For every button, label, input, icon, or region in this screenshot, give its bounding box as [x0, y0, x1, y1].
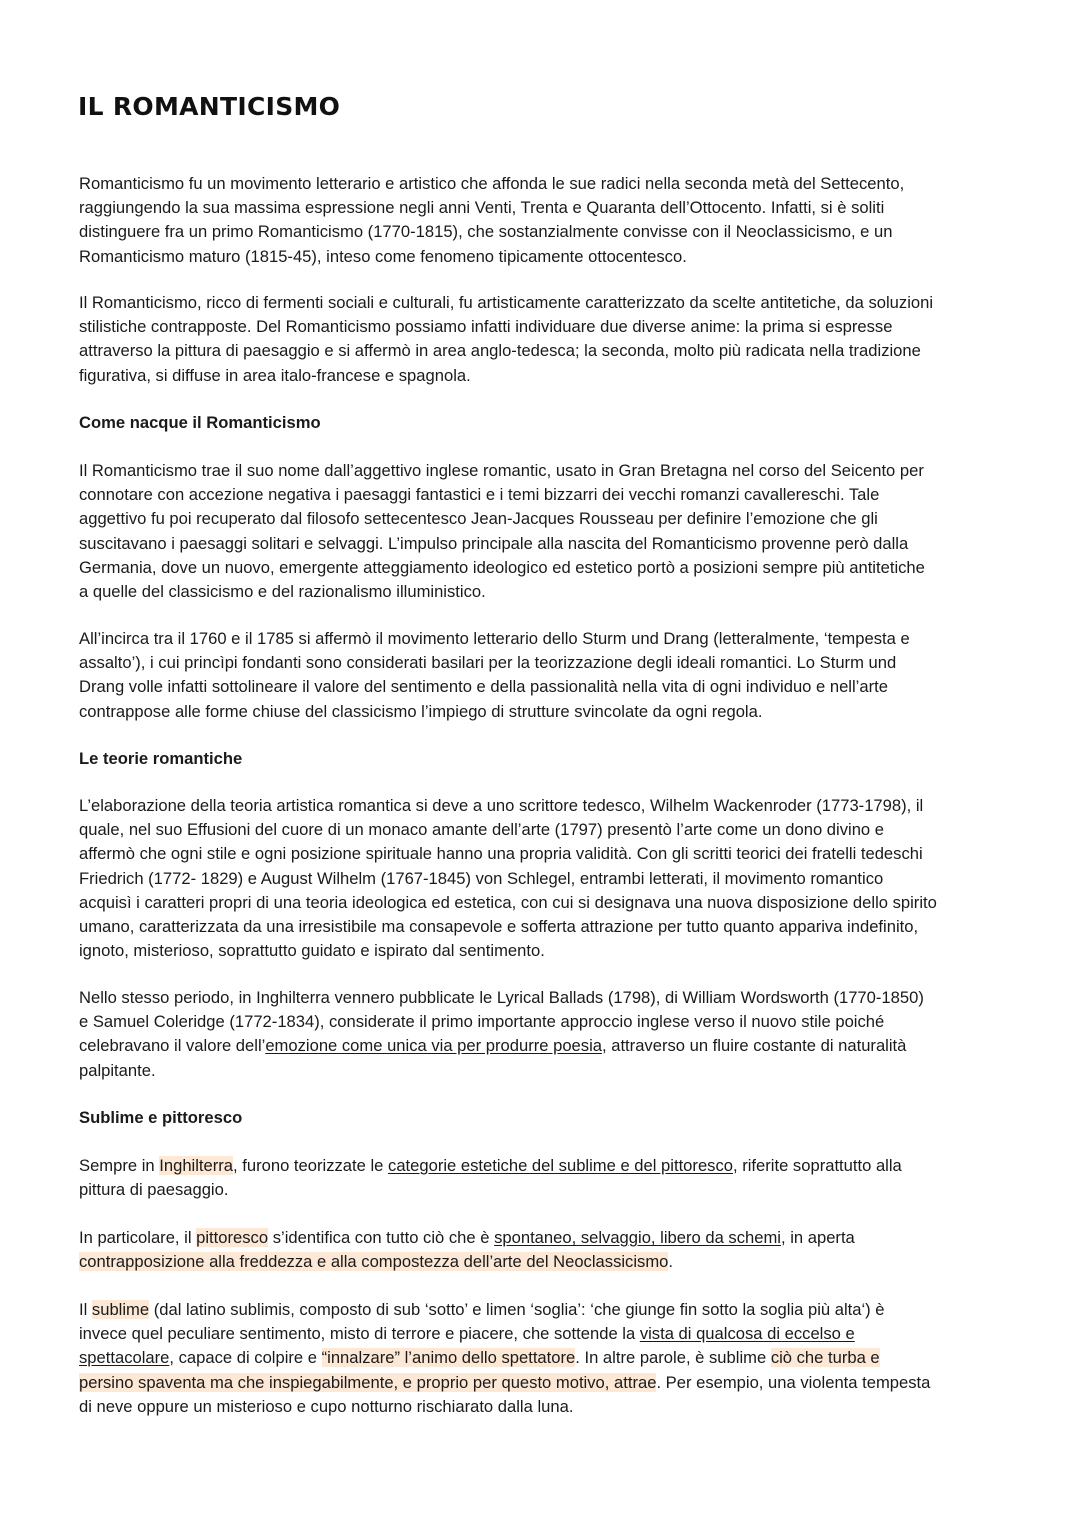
section-heading-theories: Le teorie romantiche: [79, 749, 243, 768]
text-line: [79, 1154, 1024, 1178]
text-line: quale, nel suo Effusioni del cuore di un monaco amante dell’arte (1797) presentò l’arte come un dono divino e: [79, 820, 884, 840]
text-line: e Samuel Coleridge (1772-1834), considerate il primo importante approccio inglese verso il nuovo stile poiché: [79, 1012, 885, 1032]
text-line: Romanticismo maturo (1815-45), inteso come fenomeno tipicamente ottocentesco.: [79, 246, 687, 266]
text-line: raggiungendo la sua massima espressione negli anni Venti, Trenta e Quaranta dell’Ottocento. Infatti, si è soliti: [79, 198, 885, 218]
highlighted-text: Inghilterra: [159, 1156, 234, 1175]
text-line: palpitante.: [79, 1060, 156, 1080]
highlighted-text: “innalzare” l’animo dello spettatore: [321, 1348, 576, 1368]
text-line: attraverso la pittura di paesaggio e si affermò in area anglo-tedesca; la seconda, molto più radicata nella tradizione: [79, 341, 921, 361]
text-line: connotare con accezione negativa i paesaggi fantastici e i temi bizzarri dei vecchi romanzi cavallereschi. Tale: [79, 485, 880, 505]
paragraph-two-souls: [79, 291, 1024, 388]
text-line: [79, 1322, 1024, 1346]
text-line: acquisì i caratteri propri di una teoria ideologica ed estetica, con cui si designava una nuova disposizione dello spirito: [79, 892, 937, 912]
text-run: , riferite soprattutto alla: [733, 1156, 902, 1175]
text-line: pittura di paesaggio.: [79, 1180, 229, 1200]
paragraph-sturm-und-drang: [79, 627, 1024, 724]
text-line: suscitavano i paesaggi solitari e selvaggi. L’impulso principale alla nascita del Romanticismo provenne però dalla: [79, 533, 909, 553]
text-run: .: [668, 1252, 674, 1272]
text-run: Il: [79, 1300, 92, 1319]
text-line: [79, 1346, 1024, 1370]
paragraph-lyrical-ballads: [79, 986, 1024, 1083]
text-line: Il Romanticismo, ricco di fermenti sociali e culturali, fu artisticamente caratterizzato da scelte antitetiche, da soluzioni: [79, 293, 934, 312]
paragraph-sublime: [79, 1298, 1024, 1419]
underlined-text: emozione come unica via per produrre poesia: [265, 1036, 602, 1056]
text-line: figurativa, si diffuse in area italo-francese e spagnola.: [79, 365, 471, 385]
text-line: L’elaborazione della teoria artistica romantica si deve a uno scrittore tedesco, Wilhelm Wackenroder (1773-1798), il: [79, 796, 924, 815]
text-run: . In altre parole, è sublime: [575, 1348, 771, 1368]
page-title: IL ROMANTICISMO: [78, 92, 341, 121]
text-line: Il Romanticismo trae il suo nome dall’aggettivo inglese romantic, usato in Gran Bretagna nel corso del Seicento per: [79, 461, 924, 480]
text-run: , furono teorizzate le: [233, 1156, 389, 1175]
text-run: , in aperta: [780, 1228, 855, 1247]
text-line: assalto’), i cui princìpi fondanti sono considerati basilari per la teorizzazione degli ideali romantici. Lo Sturm und: [79, 653, 897, 673]
text-line: contrappose alle forme chiuse del classicismo l’impiego di strutture svincolate da ogni regola.: [79, 701, 763, 721]
text-run: (dal latino sublimis, composto di sub ‘sotto’ e limen ‘soglia’: ‘che giunge fin sotto la soglia più alta‘) è: [149, 1300, 885, 1319]
text-line: distinguere fra un primo Romanticismo (1770-1815), che sostanzialmente convisse con il Neoclassicismo, e un: [79, 222, 893, 242]
text-line: a quelle del classicismo e del razionalismo illuministico.: [79, 582, 486, 602]
paragraph-intro: [79, 172, 1024, 269]
section-heading-origins: Come nacque il Romanticismo: [79, 413, 321, 432]
text-line: All’incirca tra il 1760 e il 1785 si affermò il movimento letterario dello Sturm und Drang (letteralmente, ‘tempesta e: [79, 629, 910, 648]
underlined-text: vista di qualcosa di eccelso e: [639, 1324, 855, 1344]
underlined-text: spettacolare: [79, 1348, 170, 1368]
text-run: . Per esempio, una violenta tempesta: [656, 1372, 931, 1392]
underlined-text: spontaneo, selvaggio, libero da schemi: [494, 1228, 781, 1247]
text-run: Sempre in: [79, 1156, 160, 1175]
text-line: [79, 1226, 1024, 1250]
paragraph-theories: [79, 794, 1024, 963]
text-line: [79, 1371, 1024, 1395]
text-run: celebravano il valore dell’: [79, 1036, 266, 1056]
text-line: stilistiche contrapposte. Del Romanticismo possiamo infatti individuare due diverse anime: la prima si espresse: [79, 317, 893, 337]
text-line: [79, 1298, 1024, 1322]
text-run: , capace di colpire e: [169, 1348, 322, 1368]
highlighted-text: sublime: [91, 1300, 150, 1319]
text-line: aggettivo fu poi recuperato dal filosofo settecentesco Jean-Jacques Rousseau per definire l’emozione che gli: [79, 509, 878, 529]
text-run: invece quel peculiare sentimento, misto di terrore e piacere, che sottende la: [79, 1324, 640, 1344]
paragraph-origins: [79, 459, 1024, 604]
text-line: Nello stesso periodo, in Inghilterra vennero pubblicate le Lyrical Ballads (1798), di William Wordsworth (1770-1850): [79, 988, 924, 1007]
text-line: [79, 1034, 1024, 1058]
section-heading-sublime: Sublime e pittoresco: [79, 1108, 243, 1127]
text-run: s’identifica con tutto ciò che è: [268, 1228, 495, 1247]
highlighted-text: ciò che turba e: [770, 1348, 880, 1368]
text-run: In particolare, il: [79, 1228, 197, 1247]
text-line: Friedrich (1772- 1829) e August Wilhelm (1767-1845) von Schlegel, entrambi letterati, il movimento romantico: [79, 868, 884, 888]
text-line: affermò che ogni stile e ogni posizione spirituale hanno una propria validità. Con gli scritti teorici dei fratelli tedeschi: [79, 844, 923, 864]
text-line: Germania, dove un nuovo, emergente atteggiamento ideologico ed estetico portò a posizioni sempre più antitetiche: [79, 557, 925, 577]
highlighted-text: persino spaventa ma che inspiegabilmente, e proprio per questo motivo, attrae: [79, 1372, 657, 1392]
paragraph-categories: [79, 1154, 1024, 1202]
text-line: [79, 1250, 1024, 1274]
text-line: Romanticismo fu un movimento letterario e artistico che affonda le sue radici nella seconda metà del Settecento,: [79, 174, 905, 193]
text-run: , attraverso un fluire costante di naturalità: [602, 1036, 907, 1056]
text-line: Drang volle infatti sottolineare il valore del sentimento e della passionalità nella vita di ogni individuo e nell’arte: [79, 677, 888, 697]
highlighted-text: pittoresco: [196, 1228, 269, 1247]
text-line: umano, caratterizzata da una irresistibile ma consapevole e sofferta attrazione per tutto quanto appariva indefinito,: [79, 917, 919, 937]
highlighted-text: contrapposizione alla freddezza e alla compostezza dell’arte del Neoclassicismo: [79, 1252, 669, 1272]
text-line: di neve oppure un misterioso e cupo notturno rischiarato dalla luna.: [79, 1396, 574, 1416]
underlined-text: categorie estetiche del sublime e del pittoresco: [388, 1156, 733, 1175]
paragraph-picturesque: [79, 1226, 1024, 1274]
text-line: ignoto, misterioso, soprattutto guidato e ispirato dal sentimento.: [79, 941, 545, 961]
